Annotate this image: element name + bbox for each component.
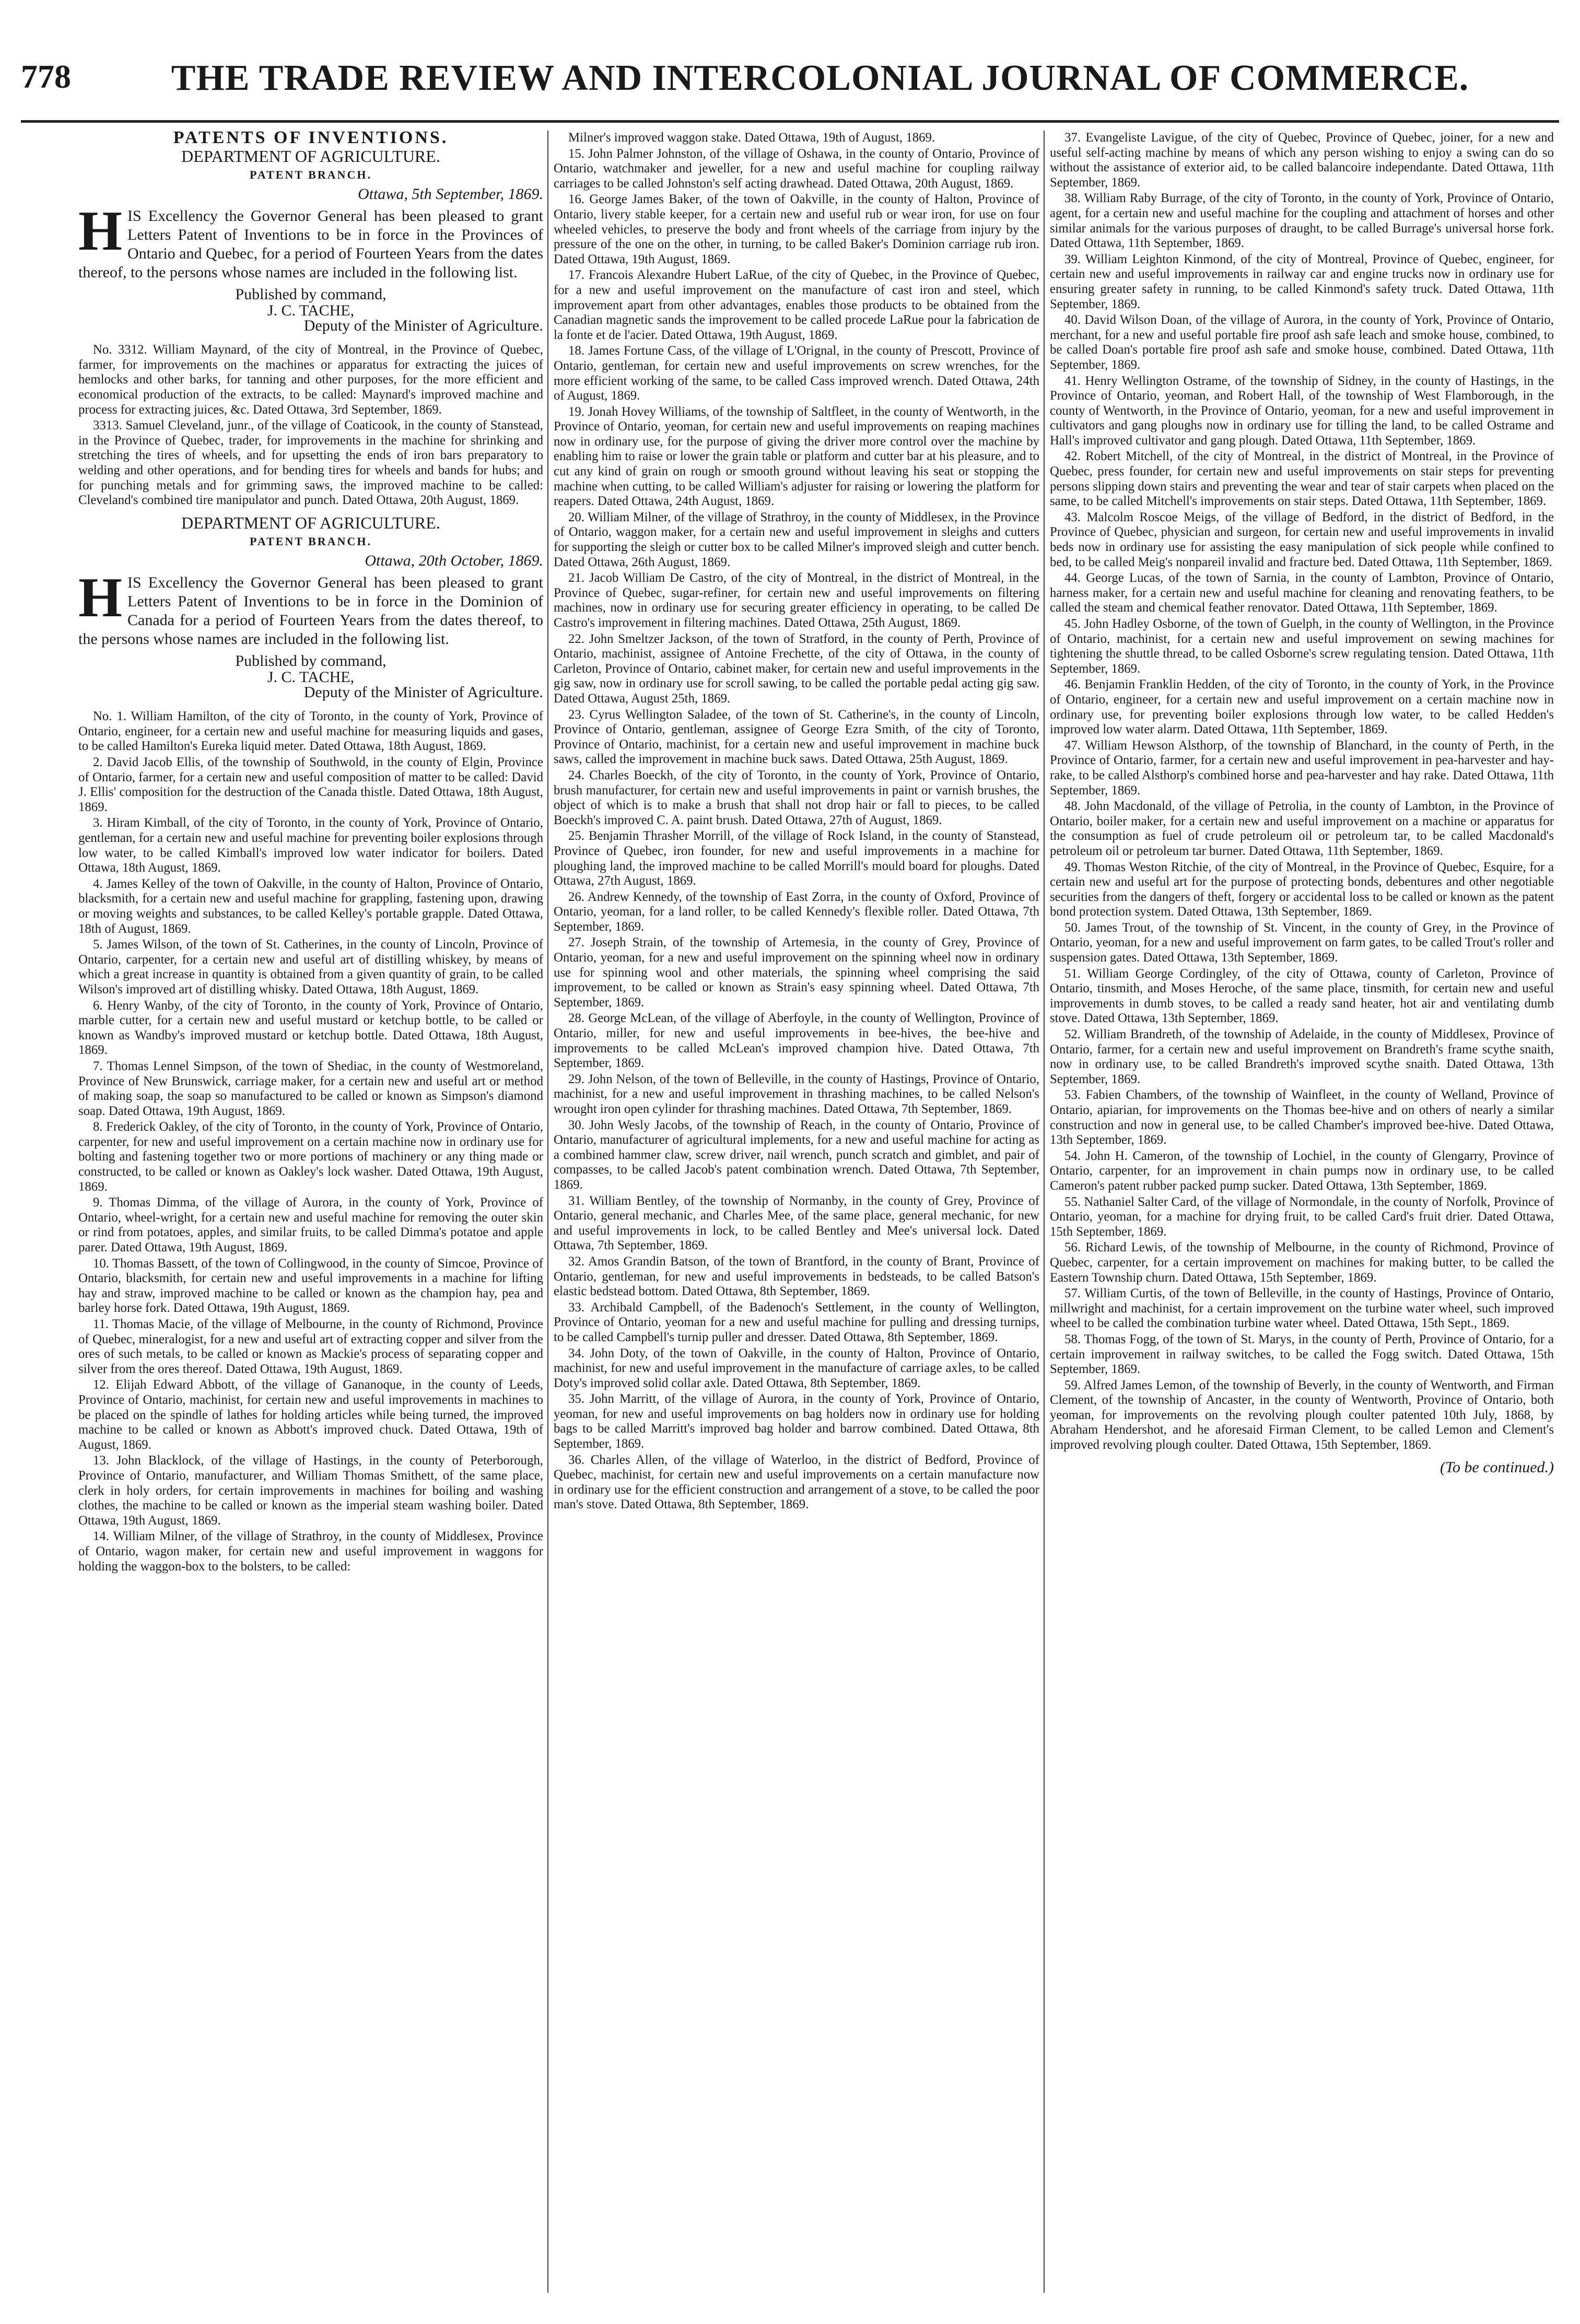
notice-paragraph <box>78 567 543 649</box>
patent-entry: 43. Malcolm Roscoe Meigs, of the village of Bedford, in the district of Bedford, in the Province of Quebec, physician and surgeon, for certain new and useful improvements in invalid beds now in ordinary use for assisting the easy manipulation of sick people while confined to bed, to be called Meig's nonpareil invalid and fracture bed. Dated Ottawa, 11th September, 1869. <box>1050 510 1554 569</box>
patent-entry: 16. George James Baker, of the town of Oakville, in the county of Halton, Province of Ontario, livery stable keeper, for a certain new and useful rub or wear iron, for use on four wheeled vehicles, to preserve the body and front wheels of the carriage from injury by the pressure of the one on the other, in turning, to be called Baker's Dominion carriage rub iron. Dated Ottawa, 19th August, 1869. <box>554 192 1039 266</box>
drop-cap: H <box>78 567 123 629</box>
patent-entry: 59. Alfred James Lemon, of the township of Beverly, in the county of Wentworth, and Firman Clement, of the township of Ancaster, in the county of Wentworth, Province of Ontario, both yeoman, for improvements on the revolving plough coulter patented 10th July, 1868, by Abraham Hendershot, and he aforesaid Firman Clement, to be called Lemon and Clement's improved revolving plough coulter. Dated Ottawa, 15th September, 1869. <box>1050 1378 1554 1452</box>
patent-entry: 11. Thomas Macie, of the village of Melbourne, in the county of Richmond, Province of Quebec, mineralogist, for a new and useful art of extracting copper and silver from the ores of such metals, to be called or known as Mackie's process of separating copper and silver from the ores thereof. Dated Ottawa, 19th August, 1869. <box>78 1317 543 1376</box>
notice-text: IS Excellency the Governor General has been pleased to grant Letters Patent of Inventions to be in force in the Provinces of Ontario and Quebec, for a period of Fourteen Years from the dates thereof, to the persons whose names are included in the following list. <box>78 207 543 281</box>
patent-entry: 31. William Bentley, of the township of Normanby, in the county of Grey, Province of Ontario, general mechanic, and Charles Mee, of the same place, general mechanic, for new and useful improvements in lock, to be called Bentley and Mee's universal lock. Dated Ottawa, 7th September, 1869. <box>554 1193 1039 1253</box>
patent-entry: 9. Thomas Dimma, of the village of Aurora, in the county of York, Province of Ontario, wheel-wright, for a certain new and useful machine for removing the outer skin or rind from potatoes, apples, and similar fruits, to be called Dimma's potatoe and apple parer. Dated Ottawa, 19th August, 1869. <box>78 1195 543 1255</box>
signer-title: Deputy of the Minister of Agriculture. <box>303 316 543 334</box>
patent-entry: 51. William George Cordingley, of the city of Ottawa, county of Carleton, Province of Ontario, tinsmith, and Moses Heroche, of the same place, tinsmith, for certain new and useful improvements in dumb stoves, to be called a ready sand heater, hot air and ventilating dumb stove. Dated Ottawa, 13th September, 1869. <box>1050 966 1554 1026</box>
patent-entry: 29. John Nelson, of the town of Belleville, in the county of Hastings, Province of Ontario, machinist, for a new and useful improvement in thrashing machines, to be called Nelson's wrought iron open cylinder for thrashing machines. Dated Ottawa, 7th September, 1869. <box>554 1072 1039 1116</box>
patent-list-c <box>554 131 1039 1512</box>
published-by-command: Published by command, <box>235 286 387 303</box>
patent-entry: 45. John Hadley Osborne, of the town of Guelph, in the county of Wellington, in the Province of Ontario, machinist, for a certain new and useful improvement on sewing machines for tightening the shuttle thread, to be called Osborne's screw regulating tension. Dated Ottawa, 11th September, 1869. <box>1050 617 1554 676</box>
patent-entry: 21. Jacob William De Castro, of the city of Montreal, in the district of Montreal, in the Province of Quebec, sugar-refiner, for certain new and useful improvements on filtering machines, now in ordinary use for securing greater efficiency in operating, to be called De Castro's improvement in filtering machines. Dated Ottawa, 25th August, 1869. <box>554 571 1039 630</box>
patent-entry: 32. Amos Grandin Batson, of the town of Brantford, in the county of Brant, Province of Ontario, gentleman, for new and useful improvements in bedsteads, to be called Batson's elastic bedstead bottom. Dated Ottawa, 8th September, 1869. <box>554 1254 1039 1299</box>
patent-entry: 25. Benjamin Thrasher Morrill, of the village of Rock Island, in the county of Stanstead, Province of Quebec, iron founder, for new and useful improvements in a machine for ploughing land, the improved machine to be called Morrill's mould board for ploughs. Dated Ottawa, 27th August, 1869. <box>554 829 1039 888</box>
patent-entry: 41. Henry Wellington Ostrame, of the township of Sidney, in the county of Hastings, in the Province of Ontario, yeoman, and Robert Hall, of the township of West Flamborough, in the county of Wentworth, in the Province of Ontario, yeoman, for a new and useful improvement in cultivators and gang ploughs now in ordinary use for tilling the land, to be called Ostrame and Hall's improved cultivator and gang plough. Dated Ottawa, 11th September, 1869. <box>1050 373 1554 448</box>
patent-entry: 2. David Jacob Ellis, of the township of Southwold, in the county of Elgin, Province of Ontario, farmer, for a certain new and useful composition of matter to be called: David J. Ellis' composition for the destruction of the Canada thistle. Dated Ottawa, 18th August, 1869. <box>78 755 543 814</box>
patent-entry: 28. George McLean, of the village of Aberfoyle, in the county of Wellington, Province of Ontario, miller, for new and useful improvements in bee-hives, the bee-hive and improvements to be called McLean's improved champion hive. Dated Ottawa, 7th September, 1869. <box>554 1011 1039 1071</box>
notice-dateline: Ottawa, 20th October, 1869. <box>365 551 543 569</box>
to-be-continued: (To be continued.) <box>1439 1458 1554 1476</box>
patent-entry: 23. Cyrus Wellington Saladee, of the town of St. Catherine's, in the county of Lincoln, Province of Ontario, gentleman, assignee of George Ezra Smith, of the city of Toronto, Province of Ontario, machinist, for a certain new and useful improvement in machine buck saws, called the improvement in machine buck saws. Dated Ottawa, 25th August, 1869. <box>554 707 1039 767</box>
notice-paragraph <box>78 200 543 282</box>
section-title: PATENTS OF INVENTIONS. <box>173 131 449 147</box>
page-running-title: THE TRADE REVIEW AND INTERCOLONIAL JOURNAL OF COMMERCE. <box>171 58 1469 98</box>
notice-dateline: Ottawa, 5th September, 1869. <box>358 185 543 203</box>
column-3 <box>1050 131 1554 2293</box>
patent-entry: 38. William Raby Burrage, of the city of Toronto, in the county of York, Province of Ontario, agent, for a certain new and useful machine for the coupling and attachment of horses and other similar animals for the various purposes of draught, to be called Burrage's universal horse fork. Dated Ottawa, 11th September, 1869. <box>1050 191 1554 251</box>
patent-entry: 24. Charles Boeckh, of the city of Toronto, in the county of York, Province of Ontario, brush manufacturer, for certain new and useful improvements in paint or varnish brushes, the object of which is to make a brush that shall not drop hair or fall to pieces, to be called Boeckh's improved C. A. paint brush. Dated Ottawa, 27th of August, 1869. <box>554 768 1039 827</box>
patent-entry: 46. Benjamin Franklin Hedden, of the city of Toronto, in the county of York, in the Province of Ontario, engineer, for a certain new and useful improvement on a certain machine now in ordinary use, for preventing boiler explosions through low water, to be called Hedden's improved low water alarm. Dated Ottawa, 11th September, 1869. <box>1050 677 1554 737</box>
patent-entry: 57. William Curtis, of the town of Belleville, in the county of Hastings, Province of Ontario, millwright and machinist, for a certain improvement on the turbine water wheel, such improved wheel to be called the combination turbine water wheel. Dated Ottawa, 15th Sept., 1869. <box>1050 1286 1554 1331</box>
patent-list-d <box>1050 131 1554 1453</box>
patent-entry: 33. Archibald Campbell, of the Badenoch's Settlement, in the county of Wellington, Province of Ontario, yeoman for a new and useful machine for pulling and dressing turnips, to be called Campbell's turnip puller and dresser. Dated Ottawa, 8th September, 1869. <box>554 1300 1039 1344</box>
patent-entry: 3313. Samuel Cleveland, junr., of the village of Coaticook, in the county of Stanstead, in the Province of Quebec, trader, for improvements in the machine for shrinking and stretching the tires of wheels, and for upsetting the ends of iron bars preparatory to welding and other operations, and for bending tires for wheels and bands for hubs; and for punching metals and for grimming saws, the improved machine to be called: Cleveland's combined tire manipulator and punch. Dated Ottawa, 20th August, 1869. <box>78 418 543 508</box>
patent-entry: 35. John Marritt, of the village of Aurora, in the county of York, Province of Ontario, yeoman, for new and useful improvements on bag holders now in ordinary use for holding bags to be called Marritt's improved bag holder and barrow combined. Dated Ottawa, 8th September, 1869. <box>554 1392 1039 1451</box>
patent-entry: 8. Frederick Oakley, of the city of Toronto, in the county of York, Province of Ontario, carpenter, for new and useful improvement on a certain machine now in ordinary use for bolting and fastening together two or more portions of machinery or any thing made or constructed, to be called or known as Oakley's lock washer. Dated Ottawa, 19th August, 1869. <box>78 1120 543 1194</box>
patent-entry: 14. William Milner, of the village of Strathroy, in the county of Middlesex, Province of Ontario, wagon maker, for certain new and useful improvement in waggons for holding the waggon-box to the bolsters, to be called: <box>78 1529 543 1574</box>
patent-entry: 49. Thomas Weston Ritchie, of the city of Montreal, in the Province of Quebec, Esquire, for a certain new and useful art for the purpose of protecting bonds, debentures and other negotiable securities from the dangers of theft, forgery or accidental loss to be called or known as the patent bond protection system. Dated Ottawa, 13th September, 1869. <box>1050 860 1554 919</box>
patent-entry: 39. William Leighton Kinmond, of the city of Montreal, Province of Quebec, engineer, for certain new and useful improvements in railway car and engine trucks now in ordinary use for ensuring greater safety in running, to be called Kinmond's safety truck. Dated Ottawa, 11th September, 1869. <box>1050 252 1554 311</box>
patent-entry: 18. James Fortune Cass, of the village of L'Orignal, in the county of Prescott, Province of Ontario, gentleman, for certain new and useful improvements on screw wrenches, for the more efficient working of the same, to be called Cass improved wrench. Dated Ottawa, 24th of August, 1869. <box>554 344 1039 403</box>
patent-entry: 53. Fabien Chambers, of the township of Wainfleet, in the county of Welland, Province of Ontario, apiarian, for improvements on the Thomas bee-hive and on others of nearly a similar construction and now in general use, to be called Chamber's improved bee-hive. Dated Ottawa, 13th September, 1869. <box>1050 1088 1554 1147</box>
patent-entry: 58. Thomas Fogg, of the town of St. Marys, in the county of Perth, Province of Ontario, for a certain improvement in railway switches, to be called the Fogg switch. Dated Ottawa, 15th September, 1869. <box>1050 1332 1554 1377</box>
patent-entry: 13. John Blacklock, of the village of Hastings, in the county of Peterborough, Province of Ontario, manufacturer, and William Thomas Smithett, of the same place, clerk in holy orders, for certain improvements in machines for boiling and washing clothes, the machine to be called or known as the imperial steam washing boiler. Dated Ottawa, 19th August, 1869. <box>78 1453 543 1528</box>
drop-cap: H <box>78 200 123 263</box>
patent-list-b <box>78 709 543 1574</box>
branch-heading: PATENT BRANCH. <box>250 535 372 548</box>
patent-entry: 6. Henry Wanby, of the city of Toronto, in the county of York, Province of Ontario, marble cutter, for a certain new and useful mustard or ketchup bottle, to be called or known as Wandby's improved mustard or ketchup bottle. Dated Ottawa, 18th August, 1869. <box>78 998 543 1058</box>
notice-text: IS Excellency the Governor General has been pleased to grant Letters Patent of Inventions to be in force in the Dominion of Canada for a period of Fourteen Years from the dates thereof, to the persons whose names are included in the following list. <box>78 574 543 648</box>
patent-entry: 30. John Wesly Jacobs, of the township of Reach, in the county of Ontario, Province of Ontario, manufacturer of agricultural implements, for a new and useful machine for acting as a combined hammer claw, screw driver, nail wrench, punch scratch and gimblet, and pair of compasses, to be called Jacob's patent combination wrench. Dated Ottawa, 7th September, 1869. <box>554 1118 1039 1192</box>
patent-list-a <box>78 343 543 508</box>
patent-entry: 19. Jonah Hovey Williams, of the township of Saltfleet, in the county of Wentworth, in the Province of Ontario, yeoman, for certain new and useful improvements on reaping machines now in ordinary use, for the purpose of giving the driver more control over the machine by enabling him to raise or lower the grain table or platform and cutter bar at his pleasure, and to cut any kind of grain on rough or smooth ground without leaving his seat or stopping the machine when cutting, to be called William's adjuster for raising or lowering the platform for reapers. Dated Ottawa, 24th August, 1869. <box>554 404 1039 509</box>
patent-entry: 20. William Milner, of the village of Strathroy, in the county of Middlesex, in the Province of Ontario, waggon maker, for a certain new and useful improvement in sleighs and cutters for supporting the sleigh or cutter box to be called Milner's improved sleigh and cutter bench. Dated Ottawa, 26th August, 1869. <box>554 510 1039 569</box>
patent-entry: No. 3312. William Maynard, of the city of Montreal, in the Province of Quebec, farmer, for improvements on the machines or apparatus for extracting the juices of hemlocks and other barks, for tanning and other purposes, for the more efficient and economical production of the extracts, to be called: Maynard's improved machine and process for extracting juices, &c. Dated Ottawa, 3rd September, 1869. <box>78 343 543 417</box>
column-rule <box>547 131 548 2293</box>
patent-entry: 3. Hiram Kimball, of the city of Toronto, in the county of York, Province of Ontario, gentleman, for a certain new and useful machine for preventing boiler explosions through low water, to be called Kimball's improved low water indicator for boilers. Dated Ottawa, 18th August, 1869. <box>78 816 543 875</box>
patent-entry: 22. John Smeltzer Jackson, of the town of Stratford, in the county of Perth, Province of Ontario, machinist, assignee of Antoine Frechette, of the city of Ottawa, in the county of Carleton, Province of Ontario, cabinet maker, for certain new and useful improvements in the gig saw, now in ordinary use for scroll sawing, to be called the portable pedal acting gig saw. Dated Ottawa, August 25th, 1869. <box>554 631 1039 706</box>
patent-entry: 17. Francois Alexandre Hubert LaRue, of the city of Quebec, in the Province of Quebec, for a new and useful improvement on the manufacture of cast iron and steel, which improvement apart from other advantages, enables those products to be obtained from the Canadian magnetic sands the improvement to be called procede LaRue pour la fabrication de la fonte et de l'acier. Dated Ottawa, 19th August, 1869. <box>554 268 1039 342</box>
patent-entry: 52. William Brandreth, of the township of Adelaide, in the county of Middlesex, Province of Ontario, farmer, for a certain new and useful improvement on Brandreth's frame scythe snaith, now in ordinary use, to be called Brandreth's improved scythe snaith. Dated Ottawa, 13th September, 1869. <box>1050 1027 1554 1086</box>
patent-entry: 47. William Hewson Alsthorp, of the township of Blanchard, in the county of Perth, in the Province of Ontario, farmer, for a certain new and useful improvement in pea-harvester and hay-rake, to be called Alsthorp's combined horse and pea-harvester and hay rake. Dated Ottawa, 11th September, 1869. <box>1050 738 1554 797</box>
patent-entry: 7. Thomas Lennel Simpson, of the town of Shediac, in the county of Westmoreland, Province of New Brunswick, carriage maker, for a certain new and useful art or method of making soap, the soap so manufactured to be called or known as Simpson's diamond soap. Dated Ottawa, 19th August, 1869. <box>78 1059 543 1118</box>
patent-entry: 44. George Lucas, of the town of Sarnia, in the county of Lambton, Province of Ontario, harness maker, for a certain new and useful machine for cleaning and renovating feathers, to be called the steam and chemical feather renovator. Dated Ottawa, 11th September, 1869. <box>1050 571 1554 615</box>
patent-entry: 56. Richard Lewis, of the township of Melbourne, in the county of Richmond, Province of Quebec, carpenter, for a certain improvement on machines for making butter, to be called the Eastern Township churn. Dated Ottawa, 15th September, 1869. <box>1050 1240 1554 1285</box>
department-heading: DEPARTMENT OF AGRICULTURE. <box>181 146 440 166</box>
patent-entry: No. 1. William Hamilton, of the city of Toronto, in the county of York, Province of Ontario, engineer, for a certain new and useful machine for measuring liquids and gases, to be called Hamilton's Eureka liquid meter. Dated Ottawa, 18th August, 1869. <box>78 709 543 754</box>
patent-entry: 55. Nathaniel Salter Card, of the village of Normondale, in the county of Norfolk, Province of Ontario, yeoman, for a machine for drying fruit, to be called Card's fruit drier. Dated Ottawa, 15th September, 1869. <box>1050 1194 1554 1239</box>
page-number: 778 <box>21 58 71 95</box>
column-2 <box>554 131 1039 2293</box>
patent-entry: 34. John Doty, of the town of Oakville, in the county of Halton, Province of Ontario, machinist, for new and useful improvement in the manufacture of carriage axles, to be called Doty's improved solid collar axle. Dated Ottawa, 8th September, 1869. <box>554 1346 1039 1390</box>
branch-heading: PATENT BRANCH. <box>250 168 372 182</box>
patent-entry: 50. James Trout, of the township of St. Vincent, in the county of Grey, in the Province of Ontario, yeoman, for a new and useful improvement on farm gates, to be called Trout's roller and suspension gates. Dated Ottawa, 13th September, 1869. <box>1050 920 1554 965</box>
patent-entry: 37. Evangeliste Lavigue, of the city of Quebec, Province of Quebec, joiner, for a new and useful self-acting machine by means of which any person wishing to enjoy a swing can do so without the assistance of exterior aid, to be called balancoire independante. Dated Ottawa, 11th September, 1869. <box>1050 131 1554 190</box>
column-1 <box>78 131 543 2293</box>
patent-entry: 54. John H. Cameron, of the township of Lochiel, in the county of Glengarry, Province of Ontario, carpenter, for an improvement in chain pumps now in ordinary use, to be called Cameron's patent rubber packed pump sucker. Dated Ottawa, 13th September, 1869. <box>1050 1148 1554 1193</box>
header-rule <box>21 120 1559 123</box>
patent-entry: 26. Andrew Kennedy, of the township of East Zorra, in the county of Oxford, Province of Ontario, yeoman, for a land roller, to be called Kennedy's flexible roller. Dated Ottawa, 7th September, 1869. <box>554 889 1039 934</box>
patent-entry: 5. James Wilson, of the town of St. Catherines, in the county of Lincoln, Province of Ontario, carpenter, for a certain new and useful art of distilling whiskey, by means of which a great increase in quantity is obtained from a given quantity of grain, to be called Wilson's improved art of distilling whisky. Dated Ottawa, 18th August, 1869. <box>78 937 543 996</box>
patent-entry: 4. James Kelley of the town of Oakville, in the county of Halton, Province of Ontario, blacksmith, for a certain new and useful machine for grappling, fastening upon, drawing or moving weights and substances, to be called Kelley's portable grapple. Dated Ottawa, 18th of August, 1869. <box>78 876 543 936</box>
patent-entry: 10. Thomas Bassett, of the town of Collingwood, in the county of Simcoe, Province of Ontario, blacksmith, for certain new and useful improvements in a machine for lifting hay and straw, improved machine to be called or known as the champion hay, pea and barley horse fork. Dated Ottawa, 19th August, 1869. <box>78 1256 543 1316</box>
page-header <box>21 57 1559 115</box>
patent-entry: 48. John Macdonald, of the village of Petrolia, in the county of Lambton, in the Province of Ontario, boiler maker, for a certain new and useful improvement on a machine or apparatus for the consumption as fuel of crude petroleum oil or petroleum tar, to be called Macdonald's petroleum oil or petroleum tar burner. Dated Ottawa, 11th September, 1869. <box>1050 799 1554 858</box>
patent-entry: 12. Elijah Edward Abbott, of the village of Gananoque, in the county of Leeds, Province of Ontario, machinist, for certain new and useful improvements in machines to be placed on the spindle of lathes for holding articles while being turned, the improved machine to be called or known as Abbott's improved chuck. Dated Ottawa, 19th of August, 1869. <box>78 1378 543 1452</box>
patent-entry: 27. Joseph Strain, of the township of Artemesia, in the county of Grey, Province of Ontario, yeoman, for a new and useful improvement on the spinning wheel now in ordinary use for spinning wool and other materials, the spinning wheel comprising the said improvement, to be called or known as Strain's easy spinning wheel. Dated Ottawa, 7th September, 1869. <box>554 935 1039 1010</box>
patent-entry: Milner's improved waggon stake. Dated Ottawa, 19th of August, 1869. <box>568 131 935 145</box>
patent-entry: 36. Charles Allen, of the village of Waterloo, in the district of Bedford, Province of Quebec, machinist, for certain new and useful improvements on a certain manufacture now in ordinary use for the efficient construction and arrangement of a stove, to be called the poor man's stove. Dated Ottawa, 8th September, 1869. <box>554 1452 1039 1512</box>
published-by-command: Published by command, <box>235 652 387 670</box>
patent-entry: 15. John Palmer Johnston, of the village of Oshawa, in the county of Ontario, Province of Ontario, watchmaker and jeweller, for a new and useful machine for coupling railway carriages to be called Johnston's self acting drawhead. Dated Ottawa, 20th August, 1869. <box>554 146 1039 191</box>
department-heading: DEPARTMENT OF AGRICULTURE. <box>181 513 440 532</box>
signer-name: J. C. TACHE, <box>267 668 355 686</box>
signer-name: J. C. TACHE, <box>267 301 355 319</box>
patent-entry: 42. Robert Mitchell, of the city of Montreal, in the district of Montreal, in the Province of Quebec, press founder, for certain new and useful improvements on stair steps for preventing persons slipping down stairs and preventing the wear and tear of stair carpets when placed on the same, to be called Mitchell's improvements on stair steps. Dated Ottawa, 11th September, 1869. <box>1050 449 1554 509</box>
signer-title: Deputy of the Minister of Agriculture. <box>303 683 543 701</box>
column-rule <box>1044 131 1045 2293</box>
patent-entry: 40. David Wilson Doan, of the village of Aurora, in the county of York, Province of Ontario, merchant, for a new and useful portable fire proof ash safe leach and smoke house, combined, to be called Doan's portable fire proof ash safe and smoke house, combined. Dated Ottawa, 11th September, 1869. <box>1050 313 1554 372</box>
